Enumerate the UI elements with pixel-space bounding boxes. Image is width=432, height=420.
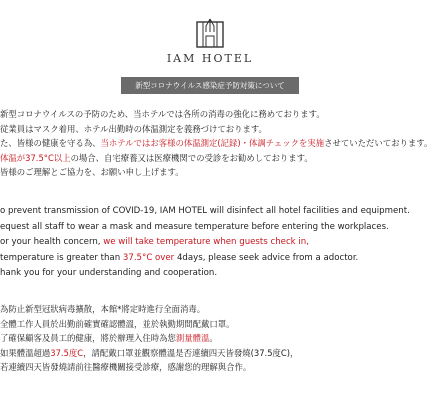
jp-line-3-a: た、皆様の健康を守る為、 xyxy=(0,138,101,148)
notice-banner: 新型コロナウイルス感染症予防対策について xyxy=(121,77,299,94)
zh-line-2: 全體工作人員於出勤前確實確認體溫，並於執勤期間配戴口罩。 xyxy=(0,318,235,329)
zh-line-3-highlight: 測量體溫 xyxy=(175,333,210,343)
jp-line-3 xyxy=(0,136,432,151)
zh-line-3-a: 了確保顧客及員工的健康，將於辦理入住時為您 xyxy=(0,333,176,343)
jp-line-4-highlight: 体温が37.5°C以上 xyxy=(0,152,71,163)
jp-line-2: 従業員はマスク着用、ホテル出勤時の体温測定を義務づけております。 xyxy=(0,123,267,134)
en-line-3-a: or your health concern, xyxy=(0,237,104,247)
en-line-4-a: temperature is greater than xyxy=(0,252,123,263)
zh-line-4 xyxy=(0,346,420,361)
zh-line-3 xyxy=(0,331,420,346)
en-line-3-highlight: we will take temperature when guests check in, xyxy=(103,237,309,247)
en-line-2: equest all staff to wear a mask and measure temperature before entering the workplaces. xyxy=(0,221,389,232)
en-line-5: hank you for your understanding and cooperation. xyxy=(0,268,218,278)
en-line-3 xyxy=(0,235,420,251)
jp-line-4 xyxy=(0,151,420,166)
brand-name: IAM HOTEL xyxy=(166,52,254,65)
en-line-4-c: 4days, please seek advice from a adoctor. xyxy=(174,252,359,263)
zh-line-1: 為防止新型冠狀病毒擴散，本館*將定時進行全面消毒。 xyxy=(0,304,206,314)
english-section xyxy=(0,204,420,282)
en-line-4-highlight: 37.5°C over xyxy=(122,252,175,263)
jp-line-1: 新型コロナウイルスの予防のため、当ホテルでは各所の消毒の強化に務めております。 xyxy=(0,109,325,119)
zh-line-4-c: ，請配戴口罩並觀察體溫是否連續四天皆發燒(37.5度C)， xyxy=(83,347,299,358)
chinese-section xyxy=(0,302,420,375)
jp-line-3-c: させていただいております。 xyxy=(324,138,432,148)
japanese-section xyxy=(0,107,432,180)
en-line-1: o prevent transmission of COVID-19, IAM HOTEL will disinfect all hotel facilities and equipment. xyxy=(0,206,410,216)
zh-line-4-a: 如果體溫超過 xyxy=(0,347,51,358)
zh-line-4-highlight: 37.5度C xyxy=(50,347,84,358)
jp-line-3-highlight: 当ホテルではお客様の体温測定(記録)・体調チェックを実施 xyxy=(100,138,325,148)
jp-line-4-b: の場合、自宅療養又は医療機関での受診をお勧めしております。 xyxy=(70,152,313,163)
jp-line-5: 皆様のご理解とご協力を、お願い申し上げます。 xyxy=(0,167,184,177)
zh-line-3-c: 。 xyxy=(209,333,218,343)
hotel-logo-icon xyxy=(196,18,224,48)
en-line-4 xyxy=(0,251,420,267)
zh-line-5: 若連續四天皆發燒請前往醫療機關接受診療，感謝您的理解與合作。 xyxy=(0,362,252,372)
